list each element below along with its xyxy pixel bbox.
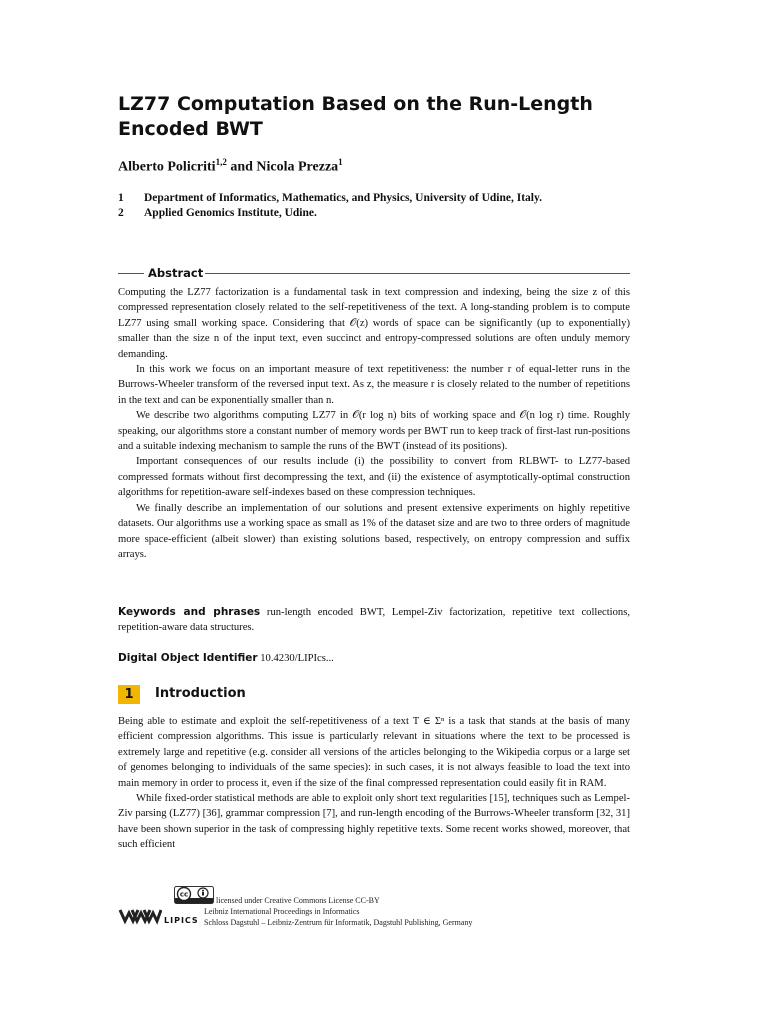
affiliations <box>118 191 630 220</box>
divider <box>205 273 630 274</box>
section-title: Introduction <box>155 686 246 701</box>
abstract-label: Abstract <box>148 266 204 280</box>
section-number-badge: 1 <box>118 685 140 704</box>
author-2: and Nicola Prezza <box>226 159 339 175</box>
footer-text <box>204 895 472 928</box>
keywords-label: Keywords and phrases <box>118 606 261 618</box>
affiliation-1 <box>118 191 630 206</box>
title-line-2: Encoded BWT <box>118 118 263 140</box>
lipics-logo-text: LIPICS <box>164 916 199 925</box>
divider <box>118 273 144 274</box>
abstract-paragraph: We finally describe an implementation of our solutions and present extensive experiments on highly repetitive datasets. Our algorithms use a working space as small as 1% of the dataset size and are two to three orders of magnitude more space-efficient (albeit slower) than existing solutions based, respectively, on entropy compression and suffix arrays. <box>118 502 630 560</box>
doi-label: Digital Object Identifier <box>118 652 258 664</box>
abstract-paragraph: Computing the LZ77 factorization is a fundamental task in text compression and indexing, being the size z of this compressed representation closely related to the self-repetitiveness of the text. A long-standing problem is to compute LZ77 using small working space. Considering that 𝒪(z) words of space can be significantly (up to exponentially) smaller than the size n of the input text, even succinct and entropy-compressed solutions are often unduly memory demanding. <box>118 287 630 360</box>
page-footer <box>118 886 638 932</box>
title-line-1: LZ77 Computation Based on the Run-Length <box>118 93 593 115</box>
doi <box>118 652 630 664</box>
intro-paragraph: While fixed-order statistical methods are able to exploit only short text regularities [15], techniques such as Lempel-Ziv parsing (LZ77) [36], grammar compression [7], and run-length encoding of the Burrows-Wheeler transform [32, 31] have been shown superior in the task of compressing highly repetitive texts. Some recent works showed, moreover, that such efficient <box>118 793 630 851</box>
lipics-logo-icon <box>118 904 200 926</box>
keywords-text: run-length encoded BWT, Lempel-Ziv factorization, repetitive text collections, repetition-aware data structures. <box>118 607 630 634</box>
abstract-paragraph: Important consequences of our results include (i) the possibility to convert from RLBWT- to LZ77-based compressed formats without first decompressing the text, and (ii) the existence of asymptotically-optimal construction algorithms for repetition-aware self-indexes based on these compression techniques. <box>118 456 630 499</box>
abstract-paragraph: In this work we focus on an important measure of text repetitiveness: the number r of equal-letter runs in the Burrows-Wheeler transform of the reversed input text. As z, the measure r is closely related to the number of repetitions in the text and can be exponentially smaller than n. <box>118 364 630 406</box>
affiliation-text: Applied Genomics Institute, Udine. <box>144 206 317 219</box>
affiliation-number: 1 <box>118 192 124 204</box>
author-1-affil: 1,2 <box>215 157 227 167</box>
affiliation-text: Department of Informatics, Mathematics, and Physics, University of Udine, Italy. <box>144 192 542 204</box>
paper-title <box>118 92 638 142</box>
introduction-body <box>118 714 630 853</box>
license-text: licensed under Creative Commons License CC-BY <box>216 896 380 905</box>
abstract-body <box>118 285 630 562</box>
publisher-text: Schloss Dagstuhl – Leibniz-Zentrum für Informatik, Dagstuhl Publishing, Germany <box>204 918 473 927</box>
doi-value[interactable]: 10.4230/LIPIcs... <box>260 653 334 664</box>
abstract-paragraph: We describe two algorithms computing LZ77 in 𝒪(r log n) bits of working space and 𝒪(n log r) time. Roughly speaking, our algorithms store a constant number of memory words per BWT run to keep track of first-last run-positions and a suitable indexing mechanism to sample the runs of the BWT (instead of its positions). <box>118 410 630 453</box>
author-line <box>118 157 343 176</box>
intro-paragraph: Being able to estimate and exploit the self-repetitiveness of a text T ∈ Σⁿ is a task that stands at the basis of many efficient compression algorithms. This issue is particularly relevant in situations where the text to be processed is extremely large and repetitive (e.g. consider all versions of the articles belonging to the Wikipedia corpus or a large set of genomes belonging to individuals of the same species): in such cases, it is not always feasible to load the text into main memory in order to process it, even if the size of the final compressed representation could easily fit in RAM. <box>118 716 630 789</box>
svg-text:cc: cc <box>179 890 189 899</box>
affiliation-number: 2 <box>118 206 124 219</box>
series-text: Leibniz International Proceedings in Informatics <box>204 907 360 916</box>
affiliation-2 <box>118 206 630 221</box>
lipics-wave-icon <box>118 904 162 926</box>
author-1: Alberto Policriti <box>118 159 216 175</box>
abstract-heading <box>118 266 630 280</box>
keywords <box>118 605 630 636</box>
author-2-affil: 1 <box>338 157 343 167</box>
